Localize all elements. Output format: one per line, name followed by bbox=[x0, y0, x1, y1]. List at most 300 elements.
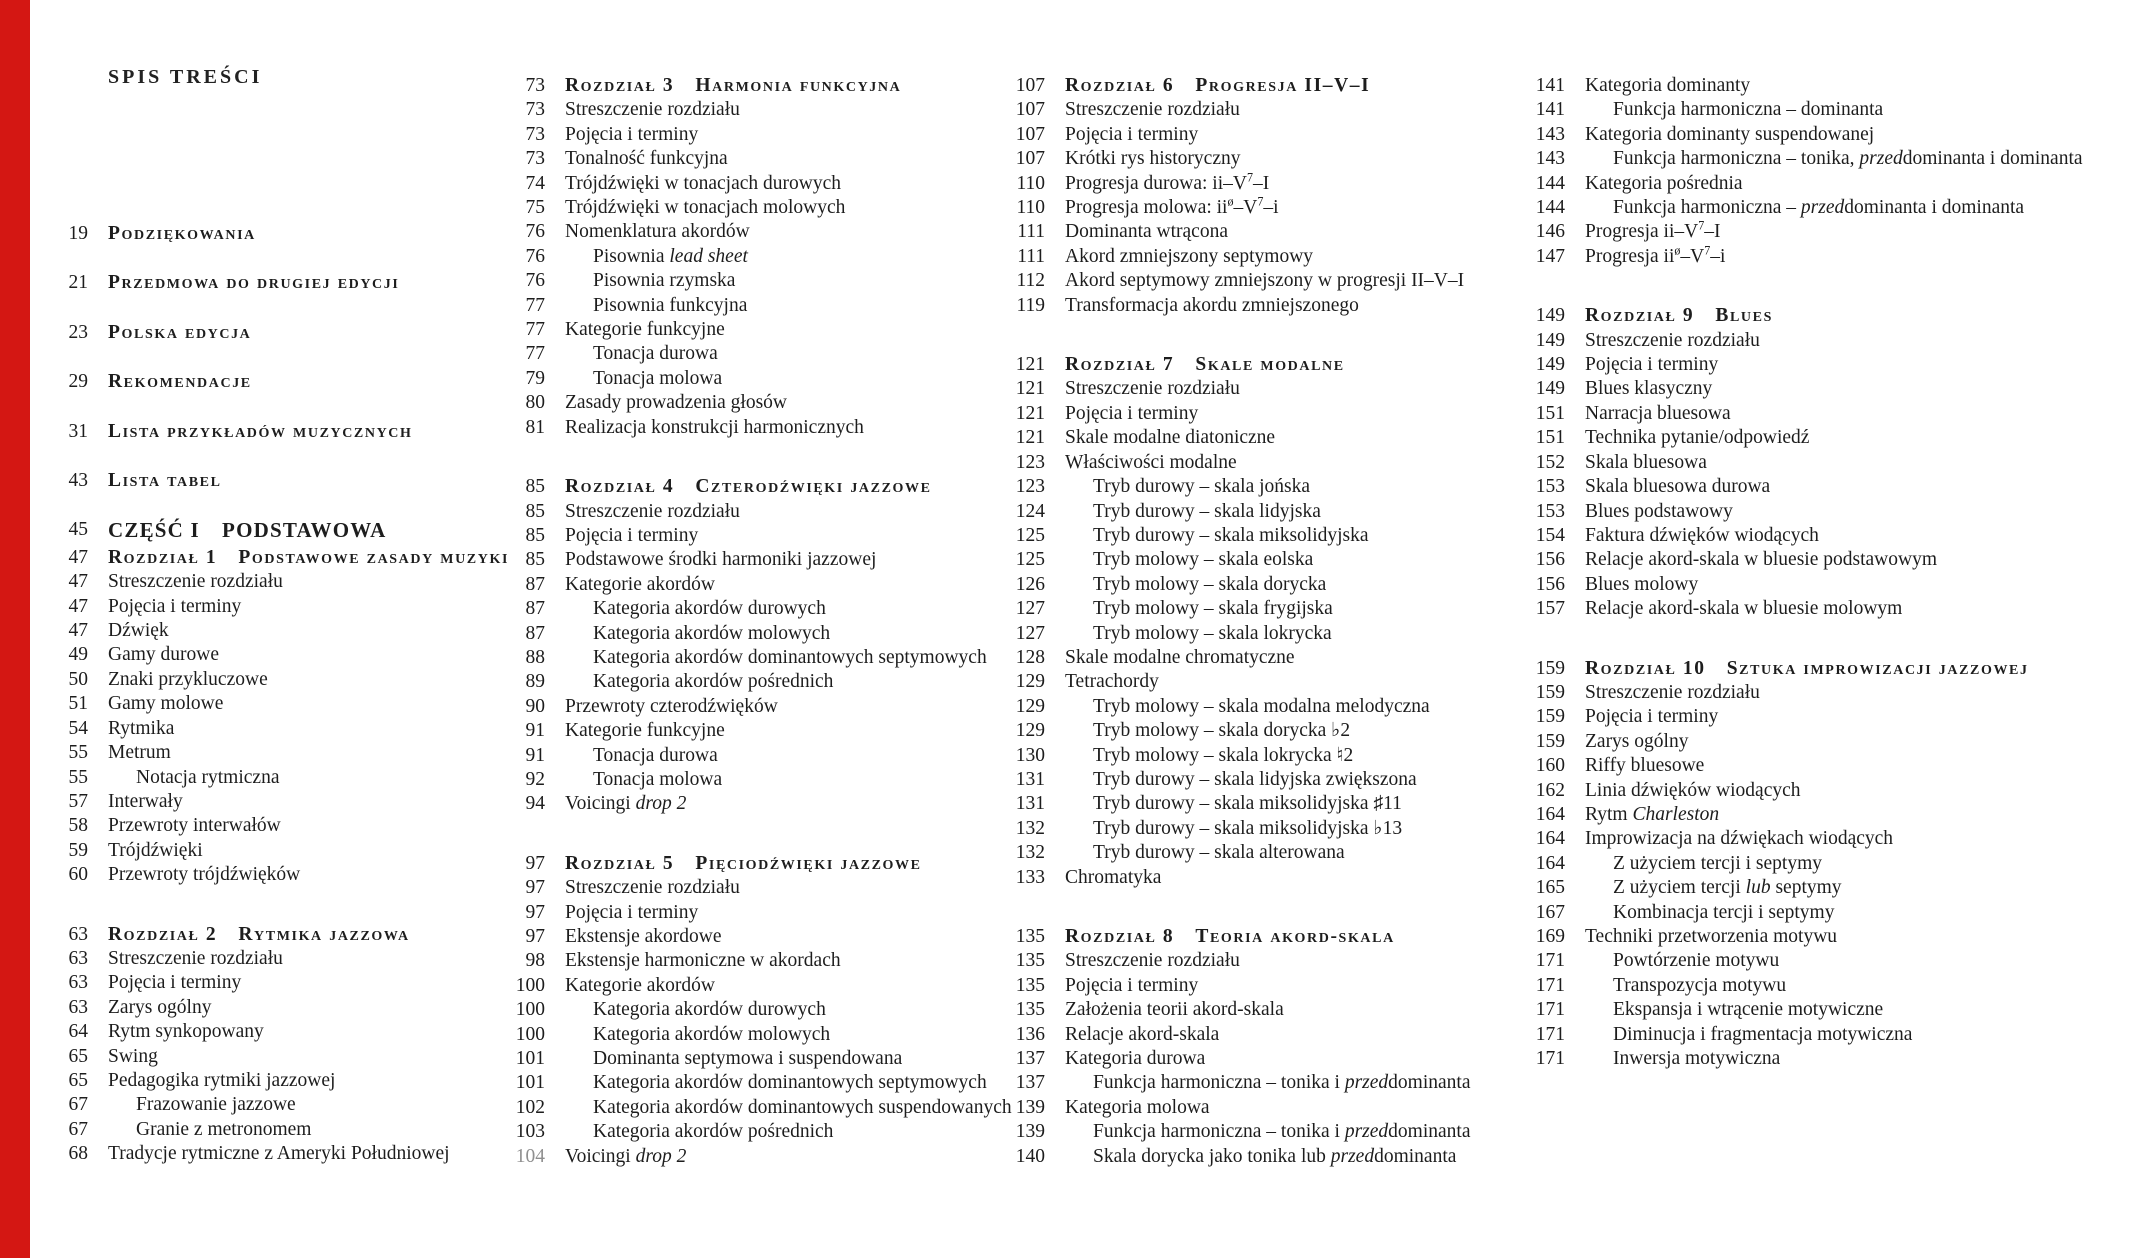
page-number: 55 bbox=[68, 766, 88, 788]
page-number: 47 bbox=[68, 595, 88, 617]
page-number: 102 bbox=[515, 1096, 545, 1118]
page-number: 157 bbox=[1535, 598, 1565, 620]
page-number: 107 bbox=[1015, 148, 1045, 170]
entry-title: Streszczenie rozdziału bbox=[108, 947, 283, 969]
entry-title: Właściwości modalne bbox=[1065, 451, 1237, 473]
page-number: 135 bbox=[1015, 950, 1045, 972]
toc-entry-row bbox=[1005, 695, 1530, 719]
page-number: 81 bbox=[525, 416, 545, 438]
entry-title: Kategorie akordów bbox=[565, 974, 715, 996]
entry-title: Kategorie funkcyjne bbox=[565, 319, 725, 341]
entry-title: Tryb molowy – skala eolska bbox=[1093, 549, 1314, 571]
page-number: 169 bbox=[1535, 926, 1565, 947]
page-number: 87 bbox=[525, 573, 545, 595]
toc-entry-row bbox=[48, 1069, 518, 1093]
toc-entry-row bbox=[505, 646, 1010, 670]
entry-title: Kategoria pośrednia bbox=[1585, 172, 1743, 194]
toc-entry-row bbox=[1005, 646, 1530, 670]
page-number: 79 bbox=[525, 367, 545, 389]
entry-title: Blues podstawowy bbox=[1585, 500, 1733, 522]
page-number: 60 bbox=[68, 864, 88, 886]
page-number: 97 bbox=[525, 926, 545, 947]
toc-entry-row bbox=[48, 863, 518, 887]
toc-entry-row bbox=[505, 524, 1010, 548]
entry-title: Skala bluesowa durowa bbox=[1585, 476, 1771, 498]
page-number: 97 bbox=[525, 877, 545, 899]
toc-column-3 bbox=[1005, 74, 1530, 1169]
entry-title: Faktura dźwięków wiodących bbox=[1585, 524, 1819, 546]
toc-entry-row bbox=[505, 1096, 1010, 1120]
entry-title: Tryb molowy – skala lokrycka bbox=[1093, 622, 1332, 644]
page-number: 63 bbox=[68, 996, 88, 1018]
page-number: 159 bbox=[1535, 657, 1565, 679]
entry-title: Tryb durowy – skala jońska bbox=[1093, 476, 1311, 498]
page-number: 88 bbox=[525, 646, 545, 668]
page-number: 107 bbox=[1015, 75, 1045, 96]
entry-title: Diminucja i fragmentacja motywiczna bbox=[1613, 1023, 1913, 1045]
toc-entry-row bbox=[1005, 269, 1530, 293]
page-number: 54 bbox=[68, 717, 88, 739]
entry-title: Interwały bbox=[108, 790, 183, 812]
page-number: 77 bbox=[525, 294, 545, 316]
entry-title: Pisownia funkcyjna bbox=[593, 294, 748, 316]
entry-title: Skala dorycka jako tonika lub przeddominanta bbox=[1093, 1145, 1457, 1167]
toc-entry-row bbox=[1525, 681, 2132, 705]
entry-title: Kategoria dominanty bbox=[1585, 75, 1751, 96]
page-number: 91 bbox=[525, 744, 545, 766]
page-number: 19 bbox=[68, 223, 88, 244]
entry-title: Pojęcia i terminy bbox=[108, 595, 242, 617]
page-number: 58 bbox=[68, 815, 88, 837]
toc-entry-row bbox=[48, 717, 518, 741]
toc-entry-row bbox=[1525, 597, 2132, 621]
entry-title: Pojęcia i terminy bbox=[565, 123, 699, 145]
toc-chapter-row bbox=[505, 475, 1010, 499]
entry-title: Rozdział 5 Pięciodźwięki jazzowe bbox=[565, 852, 922, 874]
page-number: 154 bbox=[1535, 524, 1565, 546]
entry-title: Gamy durowe bbox=[108, 644, 220, 666]
entry-title: Rozdział 1 Podstawowe zasady muzyki bbox=[108, 546, 509, 568]
entry-title: Rozdział 2 Rytmika jazzowa bbox=[108, 923, 410, 945]
toc-front-row bbox=[48, 321, 518, 345]
page-number: 23 bbox=[68, 321, 88, 343]
page-number: 153 bbox=[1535, 500, 1565, 522]
page-number: 125 bbox=[1015, 524, 1045, 546]
entry-title: Rozdział 10 Sztuka improwizacji jazzowej bbox=[1585, 657, 2029, 679]
page-number: 123 bbox=[1015, 476, 1045, 498]
toc-block bbox=[48, 923, 518, 1167]
page-number: 139 bbox=[1015, 1121, 1045, 1143]
entry-title: Streszczenie rozdziału bbox=[1065, 99, 1240, 121]
toc-entry-row bbox=[505, 98, 1010, 122]
toc-entry-row bbox=[1005, 974, 1530, 998]
page-number: 100 bbox=[515, 974, 545, 996]
entry-title: Technika pytanie/odpowiedź bbox=[1585, 427, 1810, 449]
toc-block bbox=[1005, 353, 1530, 890]
page-number: 127 bbox=[1015, 598, 1045, 620]
toc-entry-row bbox=[1005, 1120, 1530, 1144]
page-number: 65 bbox=[68, 1069, 88, 1091]
toc-entry-row bbox=[1525, 98, 2132, 122]
page-number: 85 bbox=[525, 524, 545, 546]
entry-title: Przewroty czterodźwięków bbox=[565, 695, 778, 717]
toc-entry-row bbox=[1525, 1023, 2132, 1047]
entry-title: Kategoria molowa bbox=[1065, 1096, 1210, 1118]
entry-title: Pojęcia i terminy bbox=[1065, 974, 1199, 996]
entry-title: Dominanta wtrącona bbox=[1065, 221, 1228, 243]
entry-title: Streszczenie rozdziału bbox=[1065, 950, 1240, 972]
toc-entry-row bbox=[48, 570, 518, 594]
entry-title: Założenia teorii akord-skala bbox=[1065, 999, 1284, 1021]
toc-entry-row bbox=[505, 367, 1010, 391]
toc-entry-row bbox=[1525, 220, 2132, 244]
entry-title: Techniki przetworzenia motywu bbox=[1585, 926, 1838, 947]
toc-entry-row bbox=[505, 548, 1010, 572]
toc-entry-row bbox=[505, 1023, 1010, 1047]
red-edge-strip bbox=[0, 0, 30, 1258]
toc-entry-row bbox=[505, 342, 1010, 366]
entry-title: Tryb durowy – skala miksolidyjska ♯11 bbox=[1093, 793, 1402, 815]
entry-title: Pojęcia i terminy bbox=[1065, 402, 1199, 424]
page-number: 94 bbox=[525, 793, 545, 815]
entry-title: Dźwięk bbox=[108, 620, 169, 642]
toc-entry-row bbox=[48, 668, 518, 692]
toc-entry-row bbox=[48, 643, 518, 667]
toc-entry-row bbox=[1525, 779, 2132, 803]
page-number: 156 bbox=[1535, 573, 1565, 595]
toc-entry-row bbox=[505, 294, 1010, 318]
page-number: 73 bbox=[525, 148, 545, 170]
page-number: 137 bbox=[1015, 1048, 1045, 1070]
toc-entry-row bbox=[505, 744, 1010, 768]
entry-title: Zasady prowadzenia głosów bbox=[565, 392, 788, 414]
toc-entry-row bbox=[1525, 172, 2132, 196]
toc-entry-row bbox=[1525, 998, 2132, 1022]
page-number: 131 bbox=[1015, 768, 1045, 790]
toc-entry-row bbox=[1525, 974, 2132, 998]
entry-title: Pisownia rzymska bbox=[593, 270, 736, 292]
entry-title: Swing bbox=[108, 1045, 158, 1067]
page-number: 146 bbox=[1535, 221, 1565, 243]
entry-title: Z użyciem tercji i septymy bbox=[1613, 852, 1823, 874]
entry-title: Tonalność funkcyjna bbox=[565, 148, 728, 170]
toc-entry-row bbox=[505, 719, 1010, 743]
toc-chapter-row bbox=[1005, 74, 1530, 98]
toc-chapter-row bbox=[1005, 353, 1530, 377]
page-number: 49 bbox=[68, 644, 88, 666]
entry-title: Kategoria durowa bbox=[1065, 1048, 1206, 1070]
page-number: 43 bbox=[68, 470, 88, 492]
page-number: 91 bbox=[525, 720, 545, 742]
page-number: 147 bbox=[1535, 245, 1565, 267]
toc-entry-row bbox=[505, 1145, 1010, 1169]
entry-title: Trójdźwięki w tonacjach durowych bbox=[565, 172, 842, 194]
entry-title: Progresja $ii-V^7-I$ bbox=[1585, 218, 1721, 243]
toc-entry-row bbox=[1525, 827, 2132, 851]
entry-title: Pojęcia i terminy bbox=[1065, 123, 1199, 145]
entry-title: Kategoria akordów dominantowych septymowych bbox=[593, 1072, 987, 1094]
entry-title: Transformacja akordu zmniejszonego bbox=[1065, 294, 1359, 316]
page-number: 121 bbox=[1015, 427, 1045, 449]
entry-title: Pojęcia i terminy bbox=[1585, 706, 1719, 728]
toc-entry-row bbox=[1005, 548, 1530, 572]
page-number: 144 bbox=[1535, 172, 1565, 194]
entry-title: Tonacja durowa bbox=[593, 343, 718, 365]
toc-entry-row bbox=[1005, 622, 1530, 646]
toc-entry-row bbox=[1525, 573, 2132, 597]
entry-title: Tryb molowy – skala dorycka ♭2 bbox=[1093, 720, 1351, 742]
toc-entry-row bbox=[1525, 426, 2132, 450]
toc-entry-row bbox=[505, 925, 1010, 949]
page-number: 135 bbox=[1015, 926, 1045, 947]
entry-title: Rozdział 4 Czterodźwięki jazzowe bbox=[565, 476, 932, 498]
page-number: 171 bbox=[1535, 1023, 1565, 1045]
entry-title: Podziękowania bbox=[108, 223, 256, 244]
page-number: 171 bbox=[1535, 1048, 1565, 1070]
toc-entry-row bbox=[48, 839, 518, 863]
entry-title: Kategoria akordów durowych bbox=[593, 598, 826, 620]
toc-chapter-row bbox=[48, 546, 518, 570]
toc-entry-row bbox=[48, 766, 518, 790]
page-number: 152 bbox=[1535, 451, 1565, 473]
page-number: 159 bbox=[1535, 706, 1565, 728]
toc-entry-row bbox=[48, 619, 518, 643]
page-number: 143 bbox=[1535, 148, 1565, 170]
toc-entry-row bbox=[1005, 451, 1530, 475]
entry-title: Streszczenie rozdziału bbox=[565, 500, 740, 522]
toc-front-row bbox=[48, 370, 518, 394]
toc-entry-row bbox=[48, 1118, 518, 1142]
toc-entry-row bbox=[48, 741, 518, 765]
toc-entry-row bbox=[1525, 353, 2132, 377]
toc-entry-row bbox=[505, 1071, 1010, 1095]
page-number: 80 bbox=[525, 392, 545, 414]
toc-entry-row bbox=[1005, 792, 1530, 816]
page-number: 57 bbox=[68, 790, 88, 812]
page-number: 137 bbox=[1015, 1072, 1045, 1094]
page-number: 127 bbox=[1015, 622, 1045, 644]
page-number: 151 bbox=[1535, 427, 1565, 449]
entry-title: Kategoria akordów pośrednich bbox=[593, 671, 834, 693]
toc-entry-row bbox=[48, 790, 518, 814]
page-number: 151 bbox=[1535, 402, 1565, 424]
toc-entry-row bbox=[1525, 852, 2132, 876]
toc-entry-row bbox=[1005, 245, 1530, 269]
toc-entry-row bbox=[1005, 744, 1530, 768]
toc-entry-row bbox=[1005, 817, 1530, 841]
page-number: 133 bbox=[1015, 866, 1045, 888]
page-number: 164 bbox=[1535, 852, 1565, 874]
page-number: 124 bbox=[1015, 500, 1045, 522]
toc-entry-row bbox=[1005, 573, 1530, 597]
page-number: 100 bbox=[515, 999, 545, 1021]
page-number: 47 bbox=[68, 620, 88, 642]
entry-title: Rozdział 8 Teoria akord-skala bbox=[1065, 926, 1395, 947]
toc-entry-row bbox=[505, 622, 1010, 646]
page-title: SPIS TREŚCI bbox=[108, 66, 263, 88]
toc-entry-row bbox=[1525, 196, 2132, 220]
toc-entry-row bbox=[1005, 377, 1530, 401]
entry-title: Streszczenie rozdziału bbox=[108, 571, 283, 593]
entry-title: Relacje akord-skala w bluesie molowym bbox=[1585, 598, 1903, 620]
toc-chapter-row bbox=[1525, 304, 2132, 328]
entry-title: Streszczenie rozdziału bbox=[1585, 681, 1760, 703]
page-number: 31 bbox=[68, 420, 88, 442]
toc-entry-row bbox=[1005, 98, 1530, 122]
entry-title: Polska edycja bbox=[108, 321, 252, 343]
toc-block bbox=[1005, 74, 1530, 318]
page-number: 136 bbox=[1015, 1023, 1045, 1045]
page-number: 144 bbox=[1535, 197, 1565, 219]
entry-title: Tryb molowy – skala frygijska bbox=[1093, 598, 1333, 620]
page-number: 159 bbox=[1535, 730, 1565, 752]
toc-entry-row bbox=[1525, 705, 2132, 729]
page-number: 50 bbox=[68, 668, 88, 690]
entry-title: Funkcja harmoniczna – dominanta bbox=[1613, 99, 1884, 121]
entry-title: Nomenklatura akordów bbox=[565, 221, 750, 243]
page-number: 76 bbox=[525, 221, 545, 243]
page-number: 101 bbox=[515, 1072, 545, 1094]
toc-block bbox=[48, 518, 518, 887]
entry-title: Trójdźwięki w tonacjach molowych bbox=[565, 197, 846, 219]
page-number: 160 bbox=[1535, 755, 1565, 777]
entry-title: Tryb molowy – skala dorycka bbox=[1093, 573, 1327, 595]
page-number: 149 bbox=[1535, 354, 1565, 376]
page-number: 77 bbox=[525, 343, 545, 365]
entry-title: Tryb durowy – skala miksolidyjska bbox=[1093, 524, 1369, 546]
page-number: 107 bbox=[1015, 123, 1045, 145]
toc-entry-row bbox=[1005, 1145, 1530, 1169]
page-number: 149 bbox=[1535, 378, 1565, 400]
entry-title: Riffy bluesowe bbox=[1585, 755, 1705, 777]
toc-block bbox=[505, 852, 1010, 1169]
page-number: 121 bbox=[1015, 402, 1045, 424]
toc-chapter-row bbox=[1005, 925, 1530, 949]
entry-title: Chromatyka bbox=[1065, 866, 1162, 888]
page-number: 131 bbox=[1015, 793, 1045, 815]
page-number: 110 bbox=[1016, 197, 1045, 219]
page-number: 73 bbox=[525, 123, 545, 145]
entry-title: Tryb durowy – skala miksolidyjska ♭13 bbox=[1093, 817, 1403, 839]
entry-title: Kategoria akordów pośrednich bbox=[593, 1121, 834, 1143]
page-number: 132 bbox=[1015, 842, 1045, 864]
entry-title: Pojęcia i terminy bbox=[565, 524, 699, 546]
page-number: 129 bbox=[1015, 671, 1045, 693]
entry-title: Notacja rytmiczna bbox=[136, 766, 280, 788]
toc-block bbox=[505, 475, 1010, 817]
toc-entry-row bbox=[505, 901, 1010, 925]
page-number: 87 bbox=[525, 598, 545, 620]
toc-chapter-row bbox=[48, 923, 518, 947]
entry-title: Blues molowy bbox=[1585, 573, 1699, 595]
page-number: 87 bbox=[525, 622, 545, 644]
entry-title: Metrum bbox=[108, 742, 171, 764]
entry-title: Tonacja durowa bbox=[593, 744, 718, 766]
entry-title: Tonacja molowa bbox=[593, 367, 723, 389]
page-number: 153 bbox=[1535, 476, 1565, 498]
page-number: 75 bbox=[525, 197, 545, 219]
toc-entry-row bbox=[1005, 500, 1530, 524]
page-number: 119 bbox=[1016, 294, 1045, 316]
toc-front-row bbox=[48, 469, 518, 493]
page-number: 104 bbox=[515, 1145, 545, 1167]
page-number: 29 bbox=[68, 371, 88, 393]
entry-title: Akord septymowy zmniejszony w progresji II–V–I bbox=[1065, 270, 1465, 292]
page-number: 55 bbox=[68, 742, 88, 764]
entry-title: Rytm synkopowany bbox=[108, 1021, 264, 1043]
page-number: 101 bbox=[515, 1048, 545, 1070]
entry-title: Skale modalne diatoniczne bbox=[1065, 427, 1276, 449]
page-number: 68 bbox=[68, 1143, 88, 1165]
page-number: 149 bbox=[1535, 305, 1565, 327]
entry-title: Lista tabel bbox=[108, 470, 222, 492]
entry-title: Trójdźwięki bbox=[108, 839, 203, 861]
page-number: 129 bbox=[1015, 695, 1045, 717]
toc-entry-row bbox=[1005, 1047, 1530, 1071]
entry-title: Funkcja harmoniczna – tonika i przeddominanta bbox=[1093, 1121, 1471, 1143]
toc-entry-row bbox=[48, 1020, 518, 1044]
toc-entry-row bbox=[1525, 524, 2132, 548]
entry-title: Tryb molowy – skala lokrycka ♮2 bbox=[1093, 744, 1354, 766]
entry-title: Przedmowa do drugiej edycji bbox=[108, 272, 400, 294]
entry-title: Progresja durowa: $ii-V^7-I$ bbox=[1065, 170, 1270, 194]
toc-entry-row bbox=[505, 147, 1010, 171]
toc-entry-row bbox=[48, 814, 518, 838]
page-number: 85 bbox=[525, 500, 545, 522]
toc-entry-row bbox=[1005, 1096, 1530, 1120]
toc-entry-row bbox=[1525, 402, 2132, 426]
entry-title: Rozdział 3 Harmonia funkcyjna bbox=[565, 75, 902, 96]
entry-title: Gamy molowe bbox=[108, 693, 224, 715]
toc-entry-row bbox=[1005, 670, 1530, 694]
page-number: 74 bbox=[525, 172, 545, 194]
entry-title: Znaki przykluczowe bbox=[108, 668, 268, 690]
toc-entry-row bbox=[48, 1142, 518, 1166]
page-number: 90 bbox=[525, 695, 545, 717]
entry-title: Realizacja konstrukcji harmonicznych bbox=[565, 416, 864, 438]
page-number: 92 bbox=[525, 768, 545, 790]
toc-column-2 bbox=[505, 74, 1010, 1169]
toc-front-row bbox=[48, 271, 518, 295]
page-number: 112 bbox=[1016, 270, 1045, 292]
entry-title: Podstawowe środki harmoniki jazzowej bbox=[565, 549, 877, 571]
entry-title: Ekstensje harmoniczne w akordach bbox=[565, 950, 841, 972]
page-number: 141 bbox=[1535, 75, 1565, 96]
entry-title: Funkcja harmoniczna – przeddominanta i dominanta bbox=[1613, 197, 2025, 219]
toc-entry-row bbox=[505, 500, 1010, 524]
page-number: 110 bbox=[1016, 172, 1045, 194]
page-number: 143 bbox=[1535, 123, 1565, 145]
toc-entry-row bbox=[1525, 925, 2132, 949]
toc-entry-row bbox=[505, 1047, 1010, 1071]
page-number: 171 bbox=[1535, 974, 1565, 996]
toc-entry-row bbox=[48, 996, 518, 1020]
toc-entry-row bbox=[1005, 220, 1530, 244]
entry-title: Tradycje rytmiczne z Ameryki Południowej bbox=[108, 1143, 450, 1165]
page-number: 135 bbox=[1015, 974, 1045, 996]
toc-entry-row bbox=[1005, 402, 1530, 426]
toc-block bbox=[1005, 925, 1530, 1169]
entry-title: Rozdział 9 Blues bbox=[1585, 305, 1773, 327]
entry-title: Pojęcia i terminy bbox=[565, 901, 699, 923]
toc-block bbox=[1525, 74, 2132, 269]
toc-column-1 bbox=[48, 222, 518, 1167]
toc-entry-row bbox=[505, 220, 1010, 244]
page-number: 129 bbox=[1015, 720, 1045, 742]
toc-entry-row bbox=[1005, 123, 1530, 147]
page-number: 121 bbox=[1015, 354, 1045, 376]
entry-title: Przewroty trójdźwięków bbox=[108, 864, 301, 886]
